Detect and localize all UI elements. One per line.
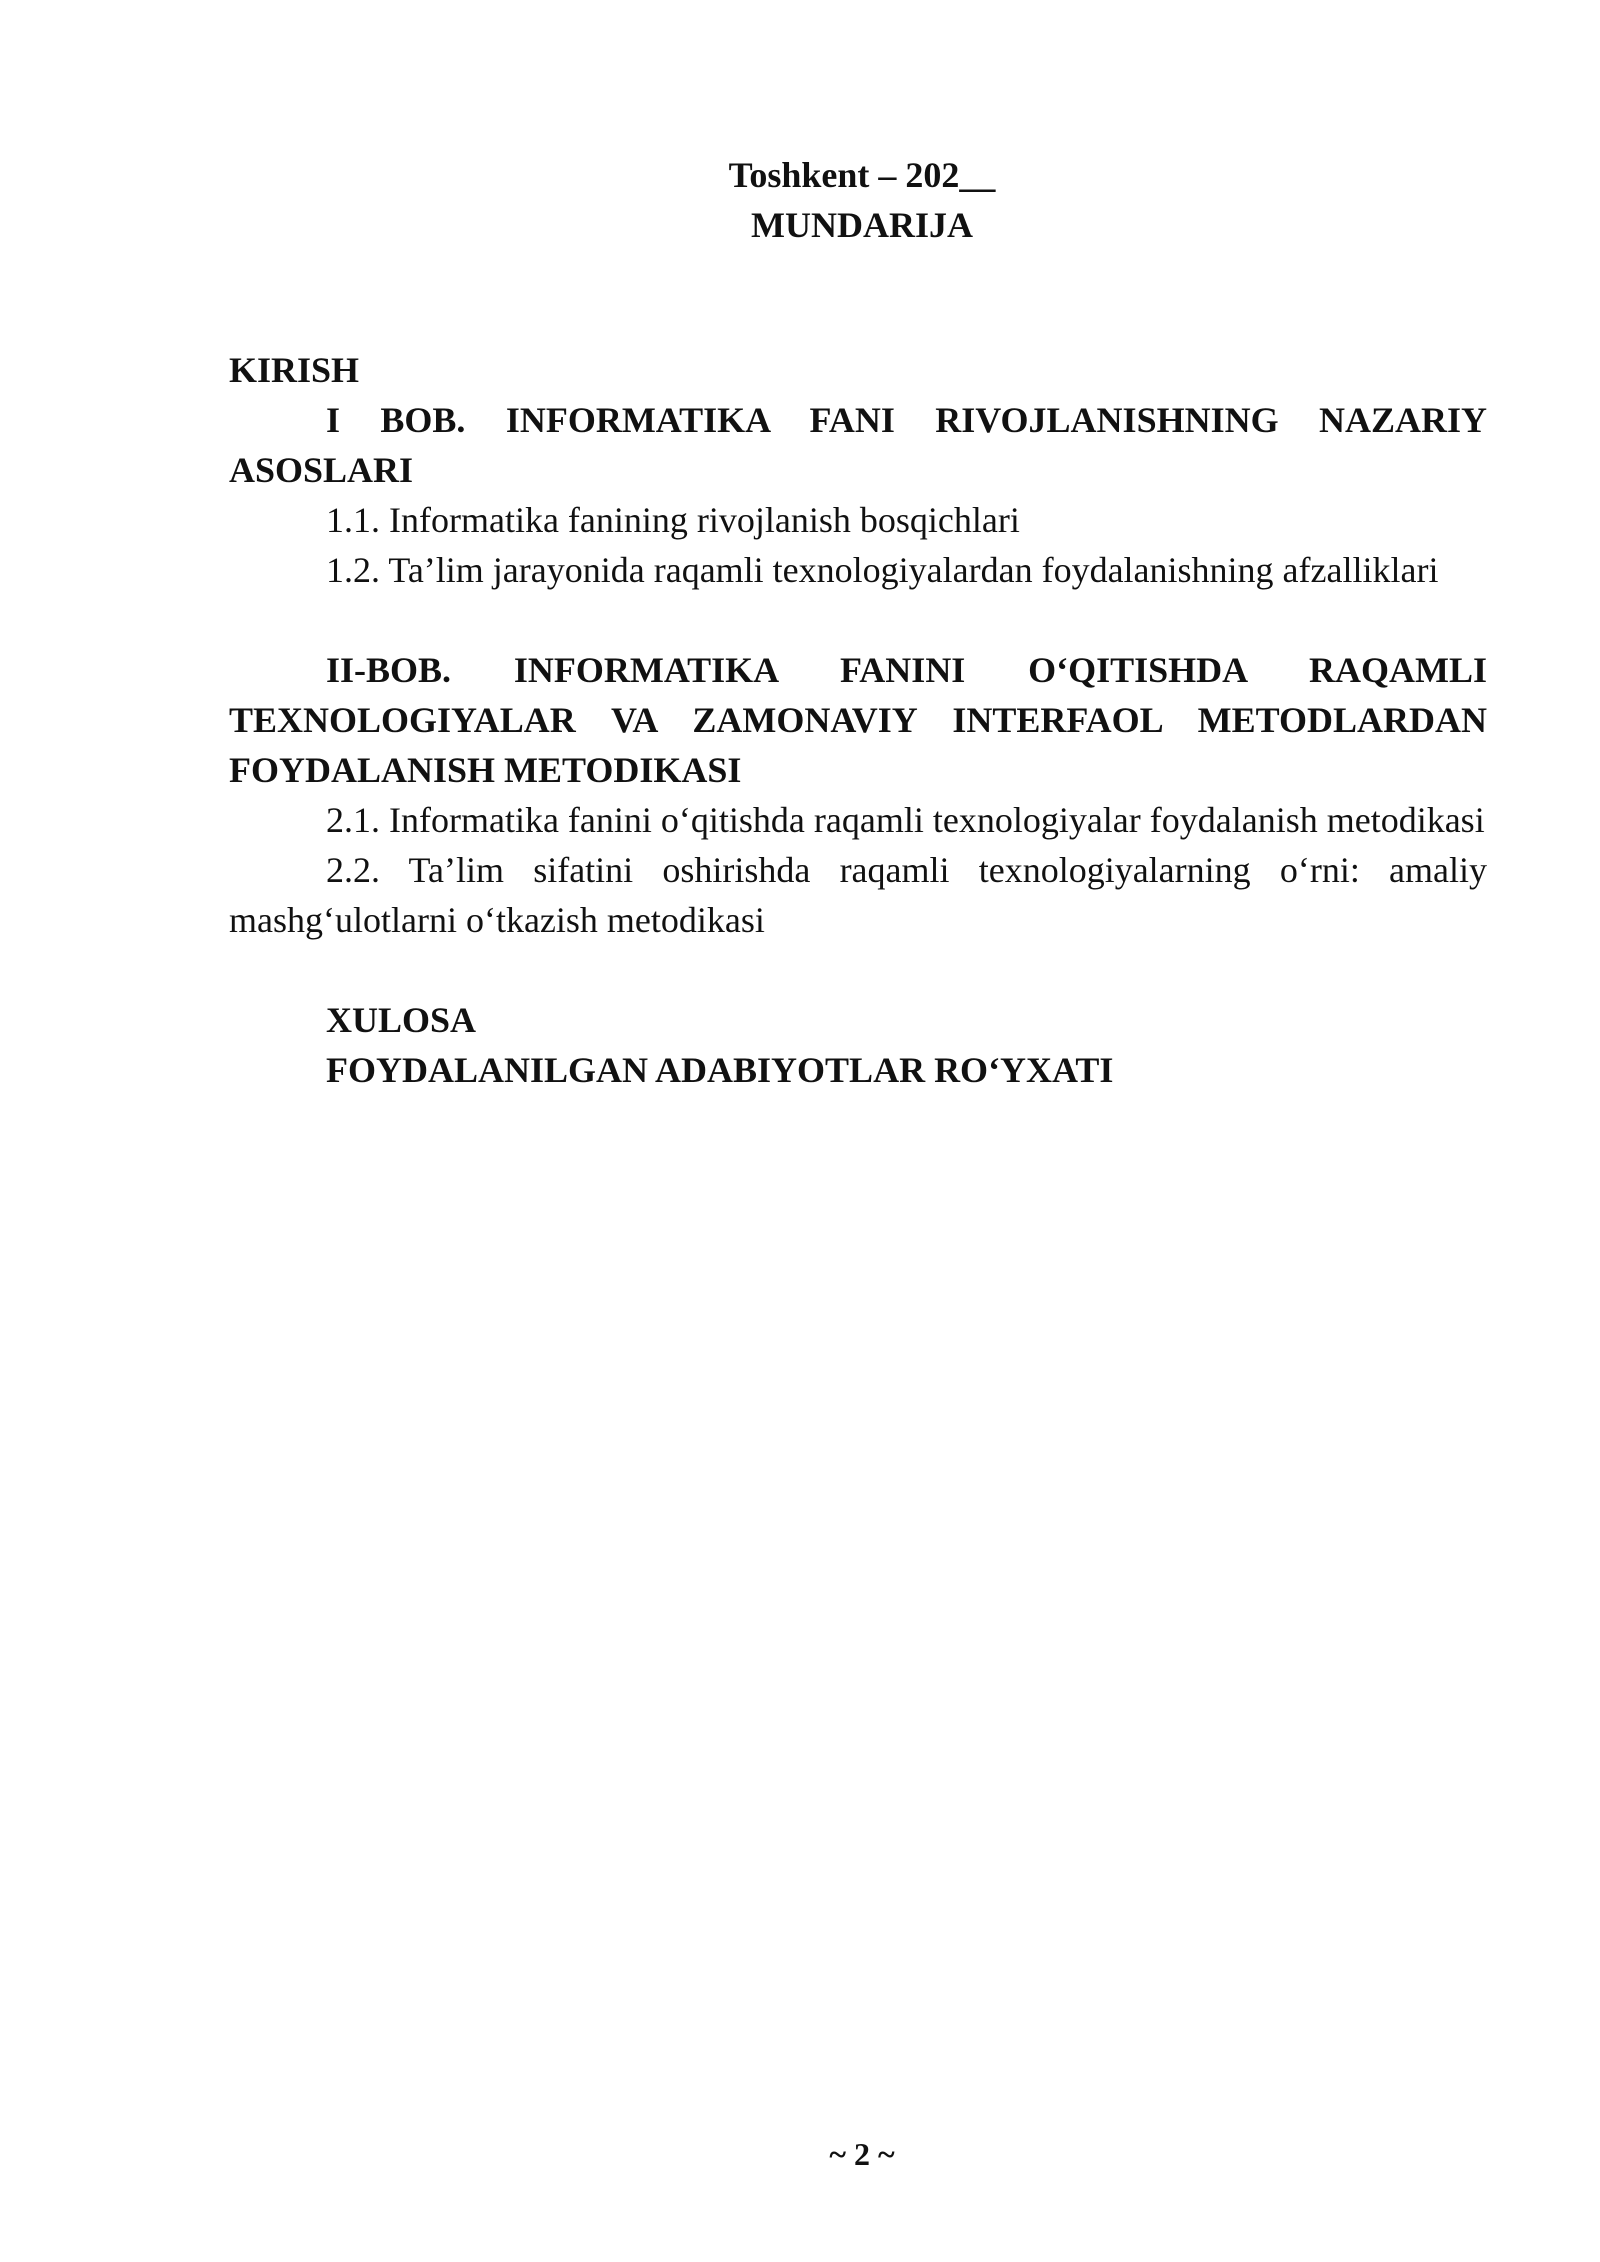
contents-title: MUNDARIJA bbox=[751, 205, 973, 245]
city-year-heading: Toshkent – 202__ bbox=[728, 155, 996, 195]
page-number: ~ 2 ~ bbox=[829, 2136, 895, 2172]
toc-section-1-1: 1.1. Informatika fanining rivojlanish bosqichlari bbox=[326, 500, 1020, 540]
spacer bbox=[229, 595, 1487, 645]
toc-section-2-2: 2.2. Ta’lim sifatini oshirishda raqamli texnologiyalarning o‘rni: amaliy mashg‘ulotlarni o‘tkazish metodikasi bbox=[229, 850, 1487, 940]
toc-chapter-2-title: II-BOB. INFORMATIKA FANINI O‘QITISHDA RAQAMLI TEXNOLOGIYALAR VA ZAMONAVIY INTERFAOL METODLARDAN FOYDALANISH METODIKASI bbox=[229, 650, 1487, 790]
spacer bbox=[229, 945, 1487, 995]
toc-section-2-1: 2.1. Informatika fanini o‘qitishda raqamli texnologiyalar foydalanish metodikasi bbox=[326, 800, 1485, 840]
toc-intro: KIRISH bbox=[229, 350, 360, 390]
toc-conclusion: XULOSA bbox=[326, 1000, 477, 1040]
toc-references: FOYDALANILGAN ADABIYOTLAR RO‘YXATI bbox=[326, 1050, 1114, 1090]
toc-chapter-1-title: I BOB. INFORMATIKA FANI RIVOJLANISHNING NAZARIY ASOSLARI bbox=[229, 400, 1487, 490]
toc-section-1-2: 1.2. Ta’lim jarayonida raqamli texnologiyalardan foydalanishning afzalliklari bbox=[326, 550, 1439, 590]
table-of-contents bbox=[229, 345, 1487, 1095]
